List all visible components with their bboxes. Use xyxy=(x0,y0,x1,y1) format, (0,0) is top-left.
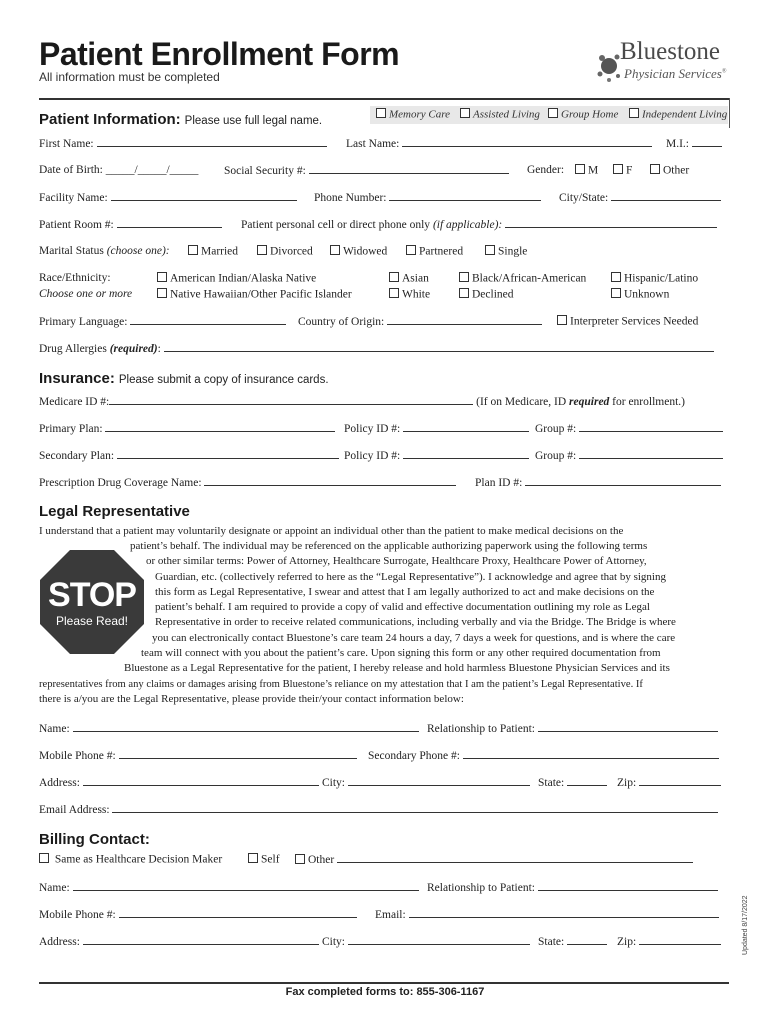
stop-subtext: Please Read! xyxy=(55,614,129,628)
billing-other-checkbox[interactable]: Other xyxy=(295,853,693,866)
race-note: Choose one or more xyxy=(39,288,133,300)
billing-address-field[interactable]: Address: xyxy=(39,935,319,948)
primary-plan-field[interactable]: Primary Plan: xyxy=(39,422,335,435)
race-black-checkbox[interactable]: Black/African-American xyxy=(459,272,586,285)
billing-state-field[interactable]: State: xyxy=(538,935,607,948)
stop-sign xyxy=(38,548,146,656)
drug-allergies-field[interactable]: Drug Allergies (required): xyxy=(39,342,714,355)
legal-text-line-3: or other similar terms: Power of Attorney, Healthcare Surrogate, Healthcare Proxy, Healthcare Power of Attorney, xyxy=(146,555,647,567)
secondary-group-field[interactable]: Group #: xyxy=(535,449,723,462)
race-unknown-checkbox[interactable]: Unknown xyxy=(611,288,669,301)
patient-room-field[interactable]: Patient Room #: xyxy=(39,218,222,231)
bluestone-logo xyxy=(596,38,736,86)
legal-text-line-7: Representative in order to receive related communications, including verbally and via the Bridge. The Bridge is where xyxy=(155,616,676,628)
stop-text: STOP xyxy=(48,576,136,614)
primary-policy-id-field[interactable]: Policy ID #: xyxy=(344,422,529,435)
gender-m-checkbox[interactable]: M xyxy=(575,164,598,177)
checkbox-independent-living[interactable]: Independent Living xyxy=(629,108,727,121)
legal-text-line-12: there is a/you are the Legal Representative, please provide their/your contact information below: xyxy=(39,693,464,705)
form-subtitle: All information must be completed xyxy=(39,70,220,84)
legal-rep-relationship-field[interactable]: Relationship to Patient: xyxy=(427,722,718,735)
legal-text-line-6: patient’s behalf. I am required to provide a copy of valid and effective documentation outlining my role as Legal xyxy=(155,601,650,613)
race-white-checkbox[interactable]: White xyxy=(389,288,430,301)
header-corner-rule xyxy=(729,98,730,128)
form-title: Patient Enrollment Form xyxy=(39,36,400,72)
legal-rep-name-field[interactable]: Name: xyxy=(39,722,419,735)
legal-rep-address-field[interactable]: Address: xyxy=(39,776,319,789)
race-asian-checkbox[interactable]: Asian xyxy=(389,272,429,285)
secondary-plan-field[interactable]: Secondary Plan: xyxy=(39,449,339,462)
race-native-hawaiian-checkbox[interactable]: Native Hawaiian/Other Pacific Islander xyxy=(157,288,352,301)
legal-rep-mobile-field[interactable]: Mobile Phone #: xyxy=(39,749,357,762)
footer-rule xyxy=(39,982,729,984)
care-type-options xyxy=(370,106,728,124)
logo-name: Bluestone xyxy=(620,38,720,65)
gender-label: Gender: xyxy=(527,164,565,176)
billing-city-field[interactable]: City: xyxy=(322,935,530,948)
legal-text-line-5: this form as Legal Representative, I swear and attest that I am legally authorized to act and make decisions on the xyxy=(155,586,655,598)
city-state-field[interactable]: City/State: xyxy=(559,191,721,204)
secondary-policy-id-field[interactable]: Policy ID #: xyxy=(344,449,529,462)
marital-widowed-checkbox[interactable]: Widowed xyxy=(330,245,387,258)
legal-rep-secondary-phone-field[interactable]: Secondary Phone #: xyxy=(368,749,719,762)
middle-initial-field[interactable]: M.I.: xyxy=(666,137,722,150)
legal-text-line-2: patient’s behalf. The individual may be referenced on the applicable authorizing paperwork using the following terms xyxy=(130,540,648,552)
country-of-origin-field[interactable]: Country of Origin: xyxy=(298,315,542,328)
marital-single-checkbox[interactable]: Single xyxy=(485,245,527,258)
ssn-field[interactable]: Social Security #: xyxy=(224,164,509,177)
legal-rep-city-field[interactable]: City: xyxy=(322,776,530,789)
phone-number-field[interactable]: Phone Number: xyxy=(314,191,541,204)
legal-rep-heading: Legal Representative xyxy=(39,503,190,520)
patient-info-heading: Patient Information: Please use full legal name. xyxy=(39,111,323,128)
billing-email-field[interactable]: Email: xyxy=(375,908,719,921)
billing-zip-field[interactable]: Zip: xyxy=(617,935,721,948)
billing-mobile-field[interactable]: Mobile Phone #: xyxy=(39,908,357,921)
facility-name-field[interactable]: Facility Name: xyxy=(39,191,297,204)
checkbox-assisted-living[interactable]: Assisted Living xyxy=(460,108,540,121)
rx-coverage-field[interactable]: Prescription Drug Coverage Name: xyxy=(39,476,456,489)
legal-text-line-4: Guardian, etc. (collectively referred to here as the “Legal Representative”). I acknowledge and agree that by signing xyxy=(155,571,666,583)
race-hispanic-checkbox[interactable]: Hispanic/Latino xyxy=(611,272,698,285)
primary-group-field[interactable]: Group #: xyxy=(535,422,723,435)
last-name-field[interactable]: Last Name: xyxy=(346,137,652,150)
header-rule xyxy=(39,98,729,100)
checkbox-memory-care[interactable]: Memory Care xyxy=(376,108,450,121)
gender-other-checkbox[interactable]: Other xyxy=(650,164,689,177)
billing-name-field[interactable]: Name: xyxy=(39,881,419,894)
first-name-field[interactable]: First Name: xyxy=(39,137,327,150)
legal-rep-state-field[interactable]: State: xyxy=(538,776,607,789)
primary-language-field[interactable]: Primary Language: xyxy=(39,315,286,328)
race-declined-checkbox[interactable]: Declined xyxy=(459,288,514,301)
legal-text-line-8: you can electronically contact Bluestone’s care team 24 hours a day, 7 days a week for questions, and is where the care xyxy=(152,632,676,644)
billing-same-checkbox[interactable]: Same as Healthcare Decision Maker xyxy=(39,853,222,866)
legal-text-line-9: team will connect with you about the patient’s care. Upon signing this form or any other required documentation from xyxy=(141,647,661,659)
updated-date: Updated 8/17/2022 xyxy=(742,895,749,955)
logo-subtitle: Physician Services® xyxy=(624,66,727,81)
marital-partnered-checkbox[interactable]: Partnered xyxy=(406,245,463,258)
fax-instructions: Fax completed forms to: 855-306-1167 xyxy=(285,986,485,998)
plan-id-field[interactable]: Plan ID #: xyxy=(475,476,721,489)
legal-text-line-10: Bluestone as a Legal Representative for the patient, I hereby release and hold harmless Bluestone Physician Services and its xyxy=(124,662,670,674)
legal-rep-email-field[interactable]: Email Address: xyxy=(39,803,718,816)
medicare-id-field[interactable]: Medicare ID #: (If on Medicare, ID required for enrollment.) xyxy=(39,396,685,408)
marital-married-checkbox[interactable]: Married xyxy=(188,245,238,258)
legal-rep-zip-field[interactable]: Zip: xyxy=(617,776,721,789)
checkbox-group-home[interactable]: Group Home xyxy=(548,108,618,121)
date-of-birth-field[interactable]: Date of Birth: _____/_____/_____ xyxy=(39,164,199,176)
insurance-heading: Insurance: Please submit a copy of insurance cards. xyxy=(39,370,329,387)
legal-text-line-11: representatives from any claims or damages arising from Bluestone’s reliance on my attestation that I am the patient’s Legal Representative. If xyxy=(39,679,643,690)
patient-cell-field[interactable]: Patient personal cell or direct phone only (if applicable): xyxy=(241,218,717,231)
marital-status-label: Marital Status (choose one): xyxy=(39,245,170,257)
gender-f-checkbox[interactable]: F xyxy=(613,164,632,177)
billing-heading: Billing Contact: xyxy=(39,831,150,848)
race-american-indian-checkbox[interactable]: American Indian/Alaska Native xyxy=(157,272,316,285)
interpreter-checkbox[interactable]: Interpreter Services Needed xyxy=(557,315,698,328)
marital-divorced-checkbox[interactable]: Divorced xyxy=(257,245,313,258)
billing-self-checkbox[interactable]: Self xyxy=(248,853,280,866)
billing-relationship-field[interactable]: Relationship to Patient: xyxy=(427,881,718,894)
race-label: Race/Ethnicity: xyxy=(39,272,111,284)
legal-text-line-1: I understand that a patient may voluntarily designate or appoint an individual other than the patient to make medical decisions on the xyxy=(39,525,624,537)
